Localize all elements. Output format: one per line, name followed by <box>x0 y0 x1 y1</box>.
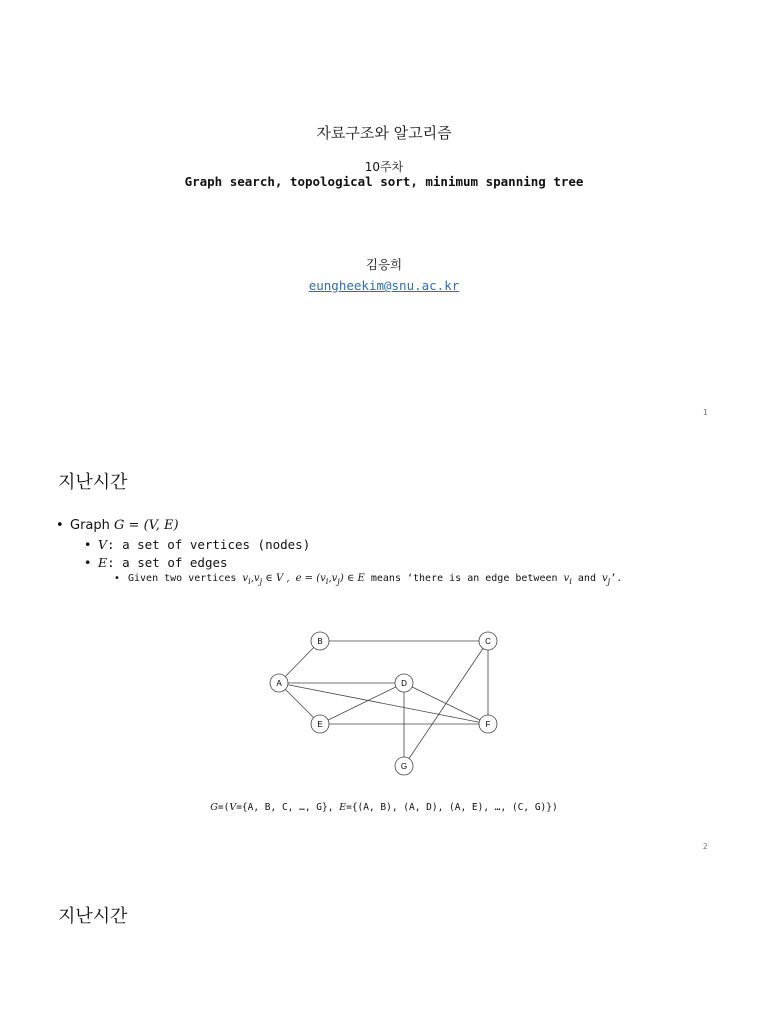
graph-definition-slide <box>0 430 768 865</box>
node-b <box>311 632 329 650</box>
node-f <box>479 715 497 733</box>
graph-edges <box>279 641 488 766</box>
edge-a-f <box>279 683 488 724</box>
email-link[interactable]: eungheekim@snu.ac.kr <box>308 278 460 293</box>
edge-d-f <box>404 683 488 724</box>
edge-d-e <box>320 683 404 724</box>
author-name: 김응희 <box>365 257 403 272</box>
node-a <box>270 674 288 692</box>
slide-heading: 지난시간 <box>58 472 128 493</box>
lecture-subtitle: Graph search, topological sort, minimum spanning tree <box>184 174 584 189</box>
author-email <box>0 278 768 293</box>
recap-slide <box>0 865 768 1024</box>
svg-text:A: A <box>276 679 282 688</box>
graph-diagram <box>0 625 768 785</box>
svg-text:C: C <box>485 637 491 646</box>
page-number: 2 <box>702 842 708 851</box>
bullet-list <box>56 518 736 586</box>
course-title: 자료구조와 알고리즘 <box>316 124 452 142</box>
bullet-edges: • E: a set of edges <box>84 555 228 570</box>
svg-text:E: E <box>317 720 323 729</box>
bullet-edge-definition: • Given two vertices $v_i,v_j$ ∈ V , $e = (v_i,v_j)$ ∈ E means ‘there is an edge between $v_i$ and $v_j$’. <box>114 573 623 586</box>
week-label: 10주차 <box>364 160 404 174</box>
page-number: 1 <box>702 408 708 417</box>
slide-heading: 지난시간 <box>58 906 128 927</box>
node-c <box>479 632 497 650</box>
bullet-graph: • Graph G = (V, E) <box>56 518 179 533</box>
title-slide <box>0 0 768 430</box>
node-d <box>395 674 413 692</box>
graph-set-formula: G=(V={A, B, C, …, G}, E={(A, B), (A, D), (A, E), …, (C, G)}) <box>210 802 558 813</box>
node-g <box>395 757 413 775</box>
node-e <box>311 715 329 733</box>
bullet-vertices: • V: a set of vertices (nodes) <box>84 537 311 552</box>
svg-text:F: F <box>485 720 491 729</box>
svg-text:B: B <box>317 637 323 646</box>
svg-text:G: G <box>400 762 408 771</box>
svg-text:D: D <box>401 679 407 688</box>
graph-formula: G = (V, E) <box>114 518 179 533</box>
